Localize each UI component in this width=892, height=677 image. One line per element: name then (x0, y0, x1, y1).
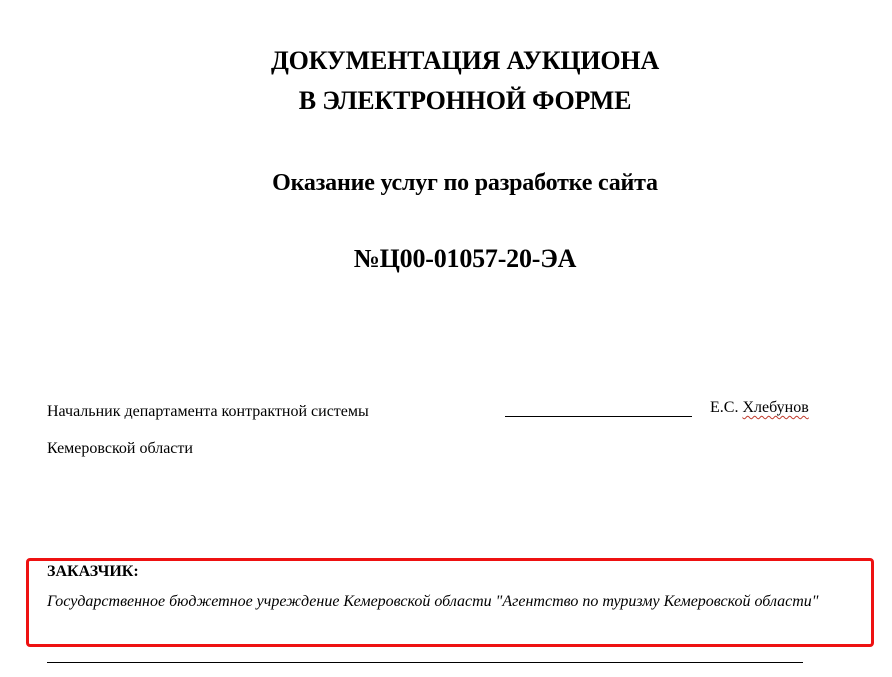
procurement-subject: Оказание услуг по разработке сайта (272, 170, 658, 196)
signatory-name (710, 398, 809, 418)
signatory-position: Начальник департамента контрактной системы (47, 403, 369, 420)
customer-label: ЗАКАЗЧИК: (47, 563, 139, 580)
signatory-initials: Е.С. (710, 399, 743, 416)
document-title-line-2: В ЭЛЕКТРОННОЙ ФОРМЕ (298, 86, 632, 115)
document-title-line-1: ДОКУМЕНТАЦИЯ АУКЦИОНА (270, 46, 660, 75)
customer-name: Государственное бюджетное учреждение Кемеровской области "Агентство по туризму Кемеровской области" (47, 593, 819, 610)
procurement-number: №Ц00-01057-20-ЭА (353, 244, 577, 273)
signatory-surname: Хлебунов (742, 399, 809, 416)
signatory-region: Кемеровской области (47, 440, 193, 457)
bottom-rule (47, 662, 803, 663)
signature-line (505, 416, 692, 417)
